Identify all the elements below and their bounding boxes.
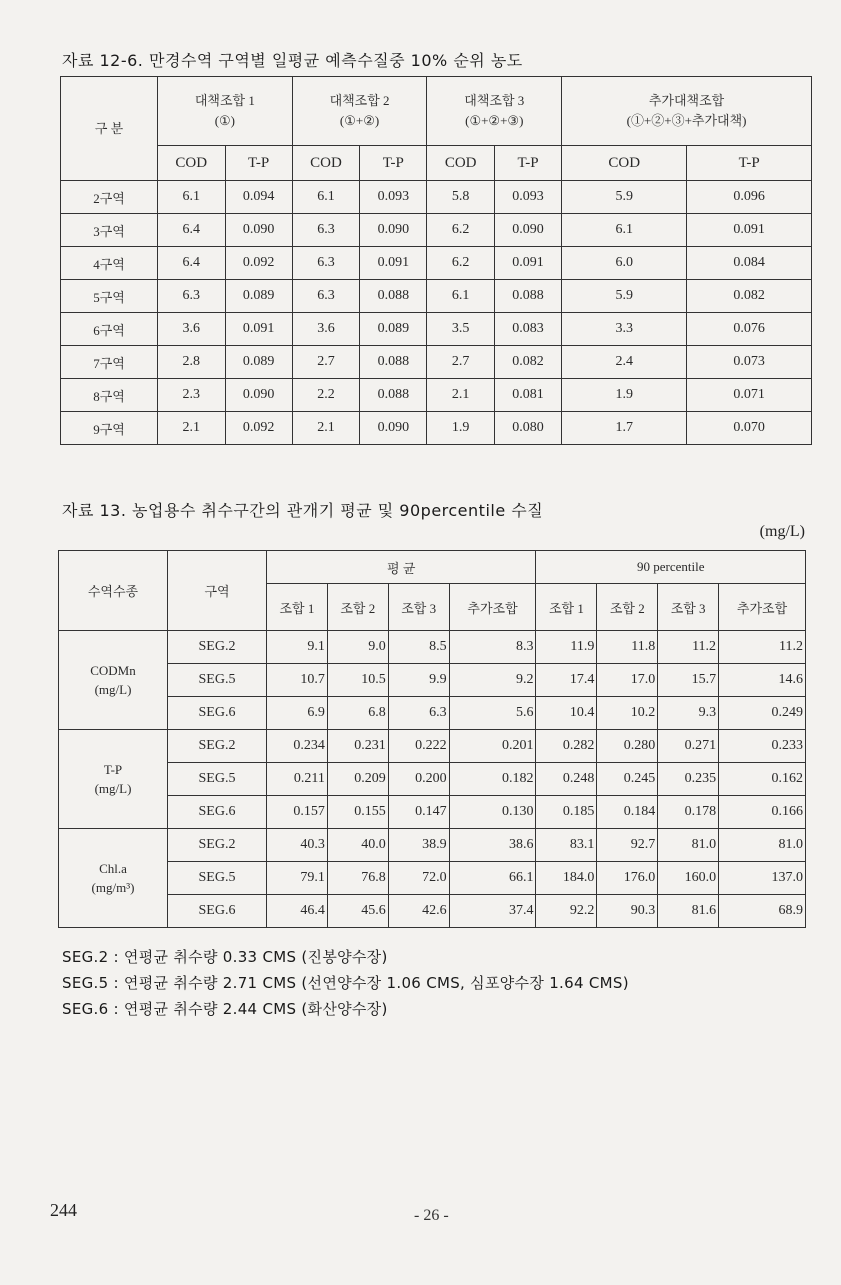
sub-header: 조합 1 [267, 584, 328, 631]
value-cell: 42.6 [388, 895, 449, 928]
table2-row [59, 697, 806, 730]
value-cell: 6.1 [158, 181, 226, 214]
value-cell: 6.9 [267, 697, 328, 730]
segment-cell: SEG.5 [168, 664, 267, 697]
value-cell: 0.201 [449, 730, 536, 763]
table1-group-header [292, 77, 427, 146]
value-cell: 9.2 [449, 664, 536, 697]
value-cell: 46.4 [267, 895, 328, 928]
table1-corner-header: 구 분 [61, 77, 158, 181]
value-cell: 0.249 [719, 697, 806, 730]
value-cell: 0.090 [225, 379, 292, 412]
value-cell: 2.1 [427, 379, 495, 412]
value-cell: 0.211 [267, 763, 328, 796]
value-cell: 14.6 [719, 664, 806, 697]
value-cell: 1.9 [562, 379, 687, 412]
value-cell: 0.088 [360, 346, 427, 379]
value-cell: 79.1 [267, 862, 328, 895]
group-name: 대책조합 2 [329, 93, 390, 108]
table2-row [59, 763, 806, 796]
value-cell: 17.4 [536, 664, 597, 697]
param-unit: (mg/m³) [91, 880, 135, 895]
value-cell: 38.6 [449, 829, 536, 862]
value-cell: 0.248 [536, 763, 597, 796]
group-name: 대책조합 1 [194, 93, 255, 108]
group-sub: (①+②) [339, 113, 380, 128]
value-cell: 10.7 [267, 664, 328, 697]
note-line: SEG.6 : 연평균 취수량 2.44 CMS (화산양수장) [62, 1000, 388, 1018]
value-cell: 5.9 [562, 280, 687, 313]
group-sub: (①+②+③) [465, 113, 524, 128]
param-unit: (mg/L) [94, 682, 132, 697]
value-cell: 0.233 [719, 730, 806, 763]
value-cell: 3.6 [158, 313, 226, 346]
value-cell: 81.0 [658, 829, 719, 862]
value-cell: 2.3 [158, 379, 226, 412]
value-cell: 0.231 [327, 730, 388, 763]
value-cell: 2.2 [292, 379, 360, 412]
sub-header: 조합 2 [327, 584, 388, 631]
value-cell: 5.8 [427, 181, 495, 214]
value-cell: 160.0 [658, 862, 719, 895]
value-cell: 15.7 [658, 664, 719, 697]
note-line: SEG.5 : 연평균 취수량 2.71 CMS (선연양수장 1.06 CMS, 심포양수장 1.64 CMS) [62, 974, 629, 992]
param-unit: (mg/L) [94, 781, 132, 796]
table2-param-header: 수역수종 [59, 551, 168, 631]
value-cell: 2.7 [292, 346, 360, 379]
value-cell: 6.4 [158, 214, 226, 247]
table2-unit: (mg/L) [759, 523, 805, 540]
value-cell: 38.9 [388, 829, 449, 862]
sub-header: 조합 1 [536, 584, 597, 631]
region-cell: 7구역 [61, 346, 158, 379]
value-cell: 0.185 [536, 796, 597, 829]
value-cell: 0.093 [360, 181, 427, 214]
table1-group-header [427, 77, 562, 146]
table2-row [59, 796, 806, 829]
col-header-tp: T-P [225, 146, 292, 181]
value-cell: 1.9 [427, 412, 495, 445]
book-page-number: 244 [50, 1200, 77, 1220]
param-group-cell [59, 730, 168, 829]
value-cell: 137.0 [719, 862, 806, 895]
value-cell: 0.200 [388, 763, 449, 796]
table1 [60, 76, 812, 445]
sub-header: 조합 2 [597, 584, 658, 631]
value-cell: 81.6 [658, 895, 719, 928]
value-cell: 68.9 [719, 895, 806, 928]
value-cell: 0.081 [494, 379, 561, 412]
value-cell: 11.9 [536, 631, 597, 664]
value-cell: 8.3 [449, 631, 536, 664]
value-cell: 0.155 [327, 796, 388, 829]
segment-cell: SEG.6 [168, 796, 267, 829]
value-cell: 2.8 [158, 346, 226, 379]
value-cell: 5.6 [449, 697, 536, 730]
value-cell: 66.1 [449, 862, 536, 895]
value-cell: 0.166 [719, 796, 806, 829]
table2-row [59, 862, 806, 895]
segment-cell: SEG.6 [168, 895, 267, 928]
value-cell: 37.4 [449, 895, 536, 928]
value-cell: 3.6 [292, 313, 360, 346]
value-cell: 6.0 [562, 247, 687, 280]
value-cell: 17.0 [597, 664, 658, 697]
value-cell: 0.084 [687, 247, 812, 280]
value-cell: 6.3 [292, 280, 360, 313]
value-cell: 3.5 [427, 313, 495, 346]
value-cell: 0.130 [449, 796, 536, 829]
value-cell: 0.092 [225, 247, 292, 280]
value-cell: 0.088 [494, 280, 561, 313]
table2 [58, 550, 806, 928]
region-cell: 2구역 [61, 181, 158, 214]
value-cell: 0.092 [225, 412, 292, 445]
value-cell: 2.7 [427, 346, 495, 379]
value-cell: 6.1 [562, 214, 687, 247]
value-cell: 0.234 [267, 730, 328, 763]
param-label: CODMn [90, 663, 136, 678]
region-cell: 5구역 [61, 280, 158, 313]
value-cell: 11.2 [658, 631, 719, 664]
value-cell: 6.4 [158, 247, 226, 280]
value-cell: 0.184 [597, 796, 658, 829]
value-cell: 76.8 [327, 862, 388, 895]
sub-header: 조합 3 [658, 584, 719, 631]
value-cell: 0.088 [360, 379, 427, 412]
table1-caption: 자료 12-6. 만경수역 구역별 일평균 예측수질중 10% 순위 농도 [62, 51, 523, 70]
table2-row [59, 730, 806, 763]
value-cell: 0.091 [225, 313, 292, 346]
document-page-number: - 26 - [414, 1207, 449, 1224]
param-group-cell [59, 631, 168, 730]
value-cell: 0.091 [687, 214, 812, 247]
value-cell: 90.3 [597, 895, 658, 928]
note-line: SEG.2 : 연평균 취수량 0.33 CMS (진봉양수장) [62, 948, 388, 966]
table1-group-header [562, 77, 812, 146]
table1-row [61, 247, 812, 280]
value-cell: 0.271 [658, 730, 719, 763]
group-sub: (①) [214, 113, 235, 128]
col-header-tp: T-P [360, 146, 427, 181]
value-cell: 0.280 [597, 730, 658, 763]
value-cell: 11.8 [597, 631, 658, 664]
value-cell: 92.2 [536, 895, 597, 928]
table1-row [61, 412, 812, 445]
value-cell: 0.089 [360, 313, 427, 346]
value-cell: 0.222 [388, 730, 449, 763]
value-cell: 0.096 [687, 181, 812, 214]
value-cell: 0.088 [360, 280, 427, 313]
table1-group-header-row [61, 77, 812, 146]
col-header-tp: T-P [494, 146, 561, 181]
value-cell: 6.1 [427, 280, 495, 313]
value-cell: 0.090 [494, 214, 561, 247]
table2-mean-header: 평 균 [267, 551, 536, 584]
value-cell: 0.245 [597, 763, 658, 796]
value-cell: 81.0 [719, 829, 806, 862]
value-cell: 0.083 [494, 313, 561, 346]
value-cell: 0.089 [225, 280, 292, 313]
param-group-cell [59, 829, 168, 928]
table2-row [59, 664, 806, 697]
value-cell: 45.6 [327, 895, 388, 928]
value-cell: 0.182 [449, 763, 536, 796]
value-cell: 0.089 [225, 346, 292, 379]
value-cell: 6.2 [427, 247, 495, 280]
value-cell: 10.2 [597, 697, 658, 730]
value-cell: 6.1 [292, 181, 360, 214]
value-cell: 0.090 [360, 412, 427, 445]
value-cell: 6.3 [292, 214, 360, 247]
value-cell: 92.7 [597, 829, 658, 862]
value-cell: 83.1 [536, 829, 597, 862]
col-header-cod: COD [427, 146, 495, 181]
value-cell: 0.091 [494, 247, 561, 280]
value-cell: 0.093 [494, 181, 561, 214]
value-cell: 10.4 [536, 697, 597, 730]
value-cell: 0.235 [658, 763, 719, 796]
region-cell: 3구역 [61, 214, 158, 247]
value-cell: 0.178 [658, 796, 719, 829]
table2-p90-header: 90 percentile [536, 551, 806, 584]
table1-row [61, 214, 812, 247]
value-cell: 0.209 [327, 763, 388, 796]
value-cell: 2.4 [562, 346, 687, 379]
value-cell: 6.8 [327, 697, 388, 730]
table2-region-header: 구역 [168, 551, 267, 631]
value-cell: 9.9 [388, 664, 449, 697]
value-cell: 176.0 [597, 862, 658, 895]
value-cell: 0.282 [536, 730, 597, 763]
segment-cell: SEG.2 [168, 631, 267, 664]
value-cell: 0.094 [225, 181, 292, 214]
table2-row [59, 895, 806, 928]
value-cell: 0.082 [687, 280, 812, 313]
value-cell: 72.0 [388, 862, 449, 895]
value-cell: 3.3 [562, 313, 687, 346]
value-cell: 40.3 [267, 829, 328, 862]
table1-column-header-row [61, 146, 812, 181]
sub-header: 추가조합 [719, 584, 806, 631]
table1-row [61, 181, 812, 214]
value-cell: 0.157 [267, 796, 328, 829]
value-cell: 6.3 [388, 697, 449, 730]
col-header-cod: COD [292, 146, 360, 181]
segment-cell: SEG.2 [168, 829, 267, 862]
segment-cell: SEG.5 [168, 862, 267, 895]
table1-row [61, 280, 812, 313]
value-cell: 0.082 [494, 346, 561, 379]
segment-cell: SEG.5 [168, 763, 267, 796]
param-label: T-P [103, 762, 123, 777]
value-cell: 0.090 [360, 214, 427, 247]
value-cell: 184.0 [536, 862, 597, 895]
value-cell: 0.091 [360, 247, 427, 280]
value-cell: 6.2 [427, 214, 495, 247]
param-label: Chl.a [99, 861, 127, 876]
table1-group-header [158, 77, 293, 146]
value-cell: 5.9 [562, 181, 687, 214]
table2-caption: 자료 13. 농업용수 취수구간의 관개기 평균 및 90percentile 수질 [62, 501, 544, 520]
table1-row [61, 346, 812, 379]
value-cell: 9.0 [327, 631, 388, 664]
segment-cell: SEG.2 [168, 730, 267, 763]
value-cell: 0.080 [494, 412, 561, 445]
value-cell: 0.071 [687, 379, 812, 412]
value-cell: 11.2 [719, 631, 806, 664]
value-cell: 8.5 [388, 631, 449, 664]
group-name: 대책조합 3 [464, 93, 525, 108]
region-cell: 9구역 [61, 412, 158, 445]
group-sub: (①+②+③+추가대책) [626, 113, 747, 128]
segment-cell: SEG.6 [168, 697, 267, 730]
value-cell: 2.1 [158, 412, 226, 445]
value-cell: 9.3 [658, 697, 719, 730]
col-header-tp: T-P [687, 146, 812, 181]
value-cell: 0.090 [225, 214, 292, 247]
value-cell: 1.7 [562, 412, 687, 445]
table2-group-header-row [59, 551, 806, 584]
value-cell: 0.162 [719, 763, 806, 796]
value-cell: 6.3 [158, 280, 226, 313]
value-cell: 0.073 [687, 346, 812, 379]
table1-row [61, 379, 812, 412]
table2-row [59, 829, 806, 862]
sub-header: 조합 3 [388, 584, 449, 631]
table1-row [61, 313, 812, 346]
group-name: 추가대책조합 [648, 93, 725, 108]
col-header-cod: COD [158, 146, 226, 181]
region-cell: 8구역 [61, 379, 158, 412]
value-cell: 40.0 [327, 829, 388, 862]
col-header-cod: COD [562, 146, 687, 181]
table2-row [59, 631, 806, 664]
value-cell: 6.3 [292, 247, 360, 280]
region-cell: 6구역 [61, 313, 158, 346]
value-cell: 0.070 [687, 412, 812, 445]
region-cell: 4구역 [61, 247, 158, 280]
value-cell: 10.5 [327, 664, 388, 697]
value-cell: 9.1 [267, 631, 328, 664]
sub-header: 추가조합 [449, 584, 536, 631]
value-cell: 0.147 [388, 796, 449, 829]
value-cell: 2.1 [292, 412, 360, 445]
table2-notes [62, 944, 629, 1022]
value-cell: 0.076 [687, 313, 812, 346]
